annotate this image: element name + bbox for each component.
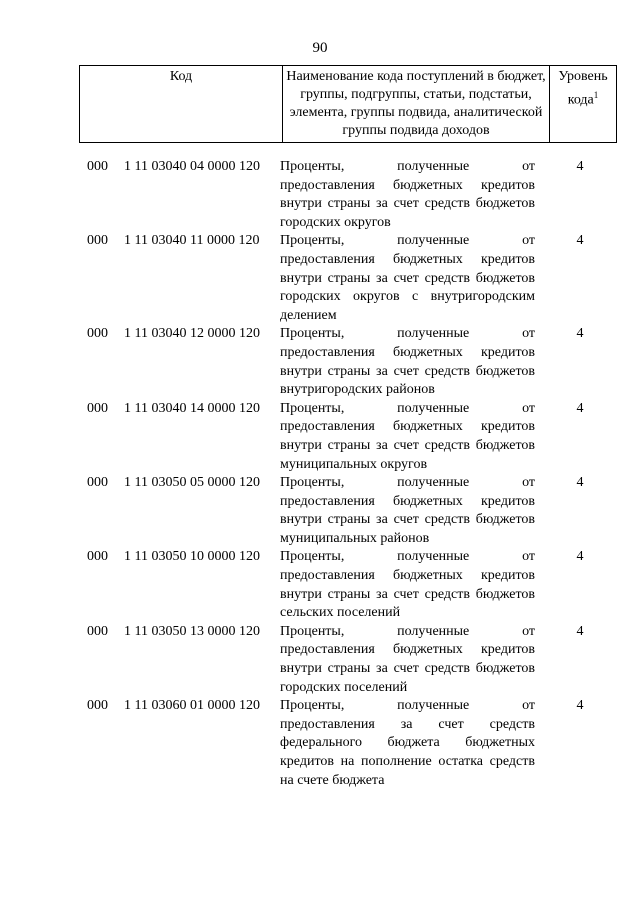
income-name: [275, 623, 535, 697]
table-row: [79, 400, 609, 474]
income-name-line: Проценты, полученные от: [280, 475, 535, 491]
income-code: 1 11 03040 14 0000 120: [124, 400, 260, 416]
income-name-line: предоставления бюджетных кредитов: [280, 493, 535, 509]
income-name-line: муниципальных районов: [280, 530, 430, 546]
income-code: 1 11 03050 10 0000 120: [124, 549, 260, 565]
table-row: [79, 158, 609, 232]
income-name-line: муниципальных округов: [280, 456, 428, 472]
income-name-line: сельских поселений: [280, 605, 401, 621]
code-level: 4: [576, 159, 584, 174]
admin-code: 000: [87, 623, 108, 639]
income-name-line: предоставления бюджетных кредитов: [280, 177, 535, 193]
income-name-line: предоставления бюджетных кредитов: [280, 419, 535, 435]
code-level: 4: [576, 326, 584, 342]
table-row: [79, 474, 609, 548]
income-name-line: Проценты, полученные от: [280, 549, 535, 565]
income-name-line: внутри страны за счет средств бюджетов: [280, 586, 535, 602]
admin-code: 000: [87, 549, 108, 565]
admin-code: 000: [87, 475, 108, 491]
income-name-line: Проценты, полученные от: [280, 698, 535, 714]
header-code: [80, 66, 283, 143]
income-name-line: на счете бюджета: [280, 772, 385, 788]
income-name-line: внутри страны за счет средств бюджетов: [280, 363, 535, 379]
income-name-line: Проценты, полученные от: [280, 159, 535, 174]
income-code: 1 11 03040 04 0000 120: [124, 159, 260, 174]
code-level: 4: [576, 400, 584, 416]
code-level: 4: [576, 549, 584, 565]
header-name: [283, 66, 550, 143]
code-level: 4: [576, 698, 584, 714]
income-name-line: городских округов: [280, 214, 391, 230]
header-level: [550, 66, 617, 143]
income-code-list: [79, 158, 609, 790]
income-name-line: внутри страны за счет средств бюджетов: [280, 196, 535, 212]
income-name-line: предоставления бюджетных кредитов: [280, 568, 535, 584]
income-code: 1 11 03060 01 0000 120: [124, 698, 260, 714]
table-row: [79, 697, 609, 790]
income-name: [275, 697, 535, 790]
income-name-line: городских округов с внутригородским: [280, 289, 535, 305]
income-name: [275, 548, 535, 622]
income-name-line: Проценты, полученные от: [280, 233, 535, 249]
admin-code: 000: [87, 159, 108, 174]
income-name-line: Проценты, полученные от: [280, 400, 535, 416]
income-name-line: Проценты, полученные от: [280, 326, 535, 342]
header-code-text: Код: [169, 69, 193, 84]
income-code: 1 11 03050 13 0000 120: [124, 623, 260, 639]
header-name-text: Наименование кода поступлений в бюджет, группы, подгруппы, статьи, подстатьи, элемента, группы подвида, аналитической группы подвида доходов: [286, 69, 546, 138]
table-row: [79, 623, 609, 697]
code-level: 4: [576, 233, 584, 249]
admin-code: 000: [87, 326, 108, 342]
income-name-line: внутри страны за счет средств бюджетов: [280, 437, 535, 453]
table-row: [79, 232, 609, 325]
income-name: [275, 325, 535, 399]
income-name-line: кредитов на пополнение остатка средств: [280, 754, 535, 769]
admin-code: 000: [87, 233, 108, 249]
income-name-line: делением: [280, 307, 337, 323]
income-name-line: предоставления бюджетных кредитов: [280, 344, 535, 360]
income-name: [275, 158, 535, 232]
income-name-line: внутри страны за счет средств бюджетов: [280, 512, 535, 528]
income-name-line: внутри страны за счет средств бюджетов: [280, 661, 535, 677]
admin-code: 000: [87, 400, 108, 416]
income-code: 1 11 03050 05 0000 120: [124, 475, 260, 491]
page-number: 90: [312, 40, 328, 56]
income-name-line: городских поселений: [280, 679, 408, 695]
table-row: [79, 325, 609, 399]
header-table: [79, 65, 617, 143]
code-level: 4: [576, 475, 584, 491]
admin-code: 000: [87, 698, 108, 714]
income-name: [275, 400, 535, 474]
header-level-footnote: 1: [593, 90, 599, 100]
income-name-line: предоставления за счет средств: [280, 716, 535, 732]
table-row: [79, 548, 609, 622]
header-level-text: Уровень кода: [558, 69, 608, 108]
income-code: 1 11 03040 11 0000 120: [124, 233, 260, 249]
income-name-line: федерального бюджета бюджетных: [280, 735, 535, 751]
header-row: [80, 66, 617, 143]
income-name: [275, 232, 535, 325]
income-name-line: внутри страны за счет средств бюджетов: [280, 270, 535, 286]
income-code: 1 11 03040 12 0000 120: [124, 326, 260, 342]
income-name-line: Проценты, полученные от: [280, 623, 535, 639]
income-name-line: внутригородских районов: [280, 382, 435, 398]
income-name-line: предоставления бюджетных кредитов: [280, 251, 535, 267]
income-name-line: предоставления бюджетных кредитов: [280, 642, 535, 658]
code-level: 4: [576, 623, 584, 639]
income-name: [275, 474, 535, 548]
